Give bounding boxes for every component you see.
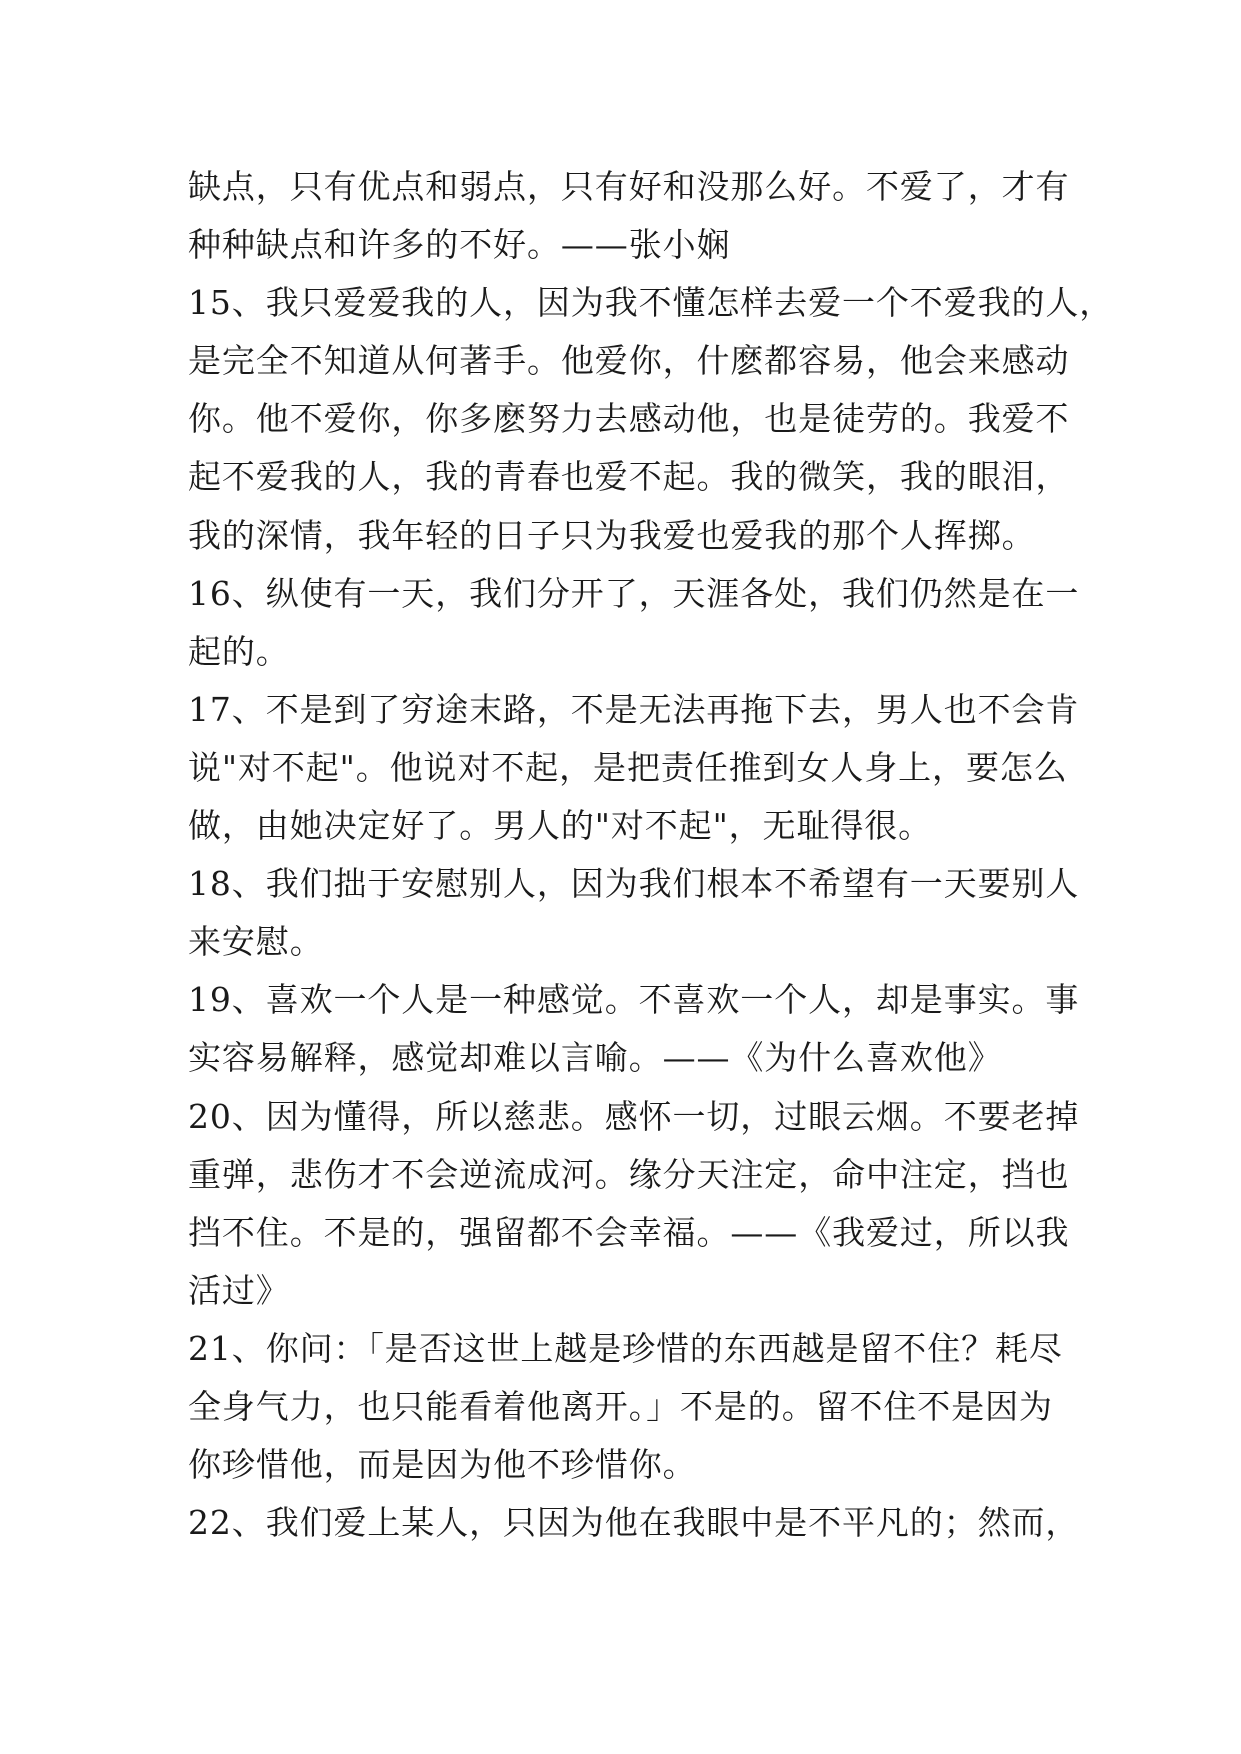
text-line: 你珍惜他，而是因为他不珍惜你。 (188, 1445, 697, 1485)
text-line: 做，由她决定好了。男人的"对不起"，无耻得很。 (188, 806, 933, 846)
text-line: 你。他不爱你，你多麽努力去感动他，也是徒劳的。我爱不 (188, 399, 1070, 439)
text-line: 起的。 (188, 631, 290, 671)
text-line: 18、我们拙于安慰别人，因为我们根本不希望有一天要别人 (188, 864, 1080, 904)
text-line: 活过》 (188, 1270, 290, 1310)
text-line: 16、纵使有一天，我们分开了，天涯各处，我们仍然是在一 (188, 573, 1080, 613)
text-line: 17、不是到了穷途末路，不是无法再拖下去，男人也不会肯 (188, 689, 1080, 729)
text-line: 21、你问：「是否这世上越是珍惜的东西越是留不住？耗尽 (188, 1328, 1063, 1368)
text-line: 挡不住。不是的，强留都不会幸福。——《我爱过，所以我 (188, 1212, 1070, 1252)
text-line: 实容易解释，感觉却难以言喻。——《为什么喜欢他》 (188, 1038, 1002, 1078)
text-line: 种种缺点和许多的不好。——张小娴 (188, 225, 731, 265)
text-line: 19、喜欢一个人是一种感觉。不喜欢一个人，却是事实。事 (188, 980, 1080, 1020)
text-line: 说"对不起"。他说对不起，是把责任推到女人身上，要怎么 (188, 747, 1068, 787)
text-line: 我的深情，我年轻的日子只为我爱也爱我的那个人挥掷。 (188, 515, 1036, 555)
text-line: 22、我们爱上某人，只因为他在我眼中是不平凡的；然而， (188, 1503, 1080, 1543)
text-line: 15、我只爱爱我的人，因为我不懂怎样去爱一个不爱我的人， (188, 283, 1114, 323)
text-line: 缺点，只有优点和弱点，只有好和没那么好。不爱了，才有 (188, 167, 1070, 206)
text-line: 重弹，悲伤才不会逆流成河。缘分天注定，命中注定，挡也 (188, 1154, 1070, 1194)
text-line: 20、因为懂得，所以慈悲。感怀一切，过眼云烟。不要老掉 (188, 1096, 1080, 1136)
text-line: 起不爱我的人，我的青春也爱不起。我的微笑，我的眼泪， (188, 457, 1070, 497)
text-line: 全身气力，也只能看着他离开。」不是的。留不住不是因为 (188, 1386, 1053, 1426)
body-text (188, 158, 1114, 1552)
text-line: 是完全不知道从何著手。他爱你，什麽都容易，他会来感动 (188, 341, 1070, 381)
text-line: 来安慰。 (188, 922, 324, 962)
